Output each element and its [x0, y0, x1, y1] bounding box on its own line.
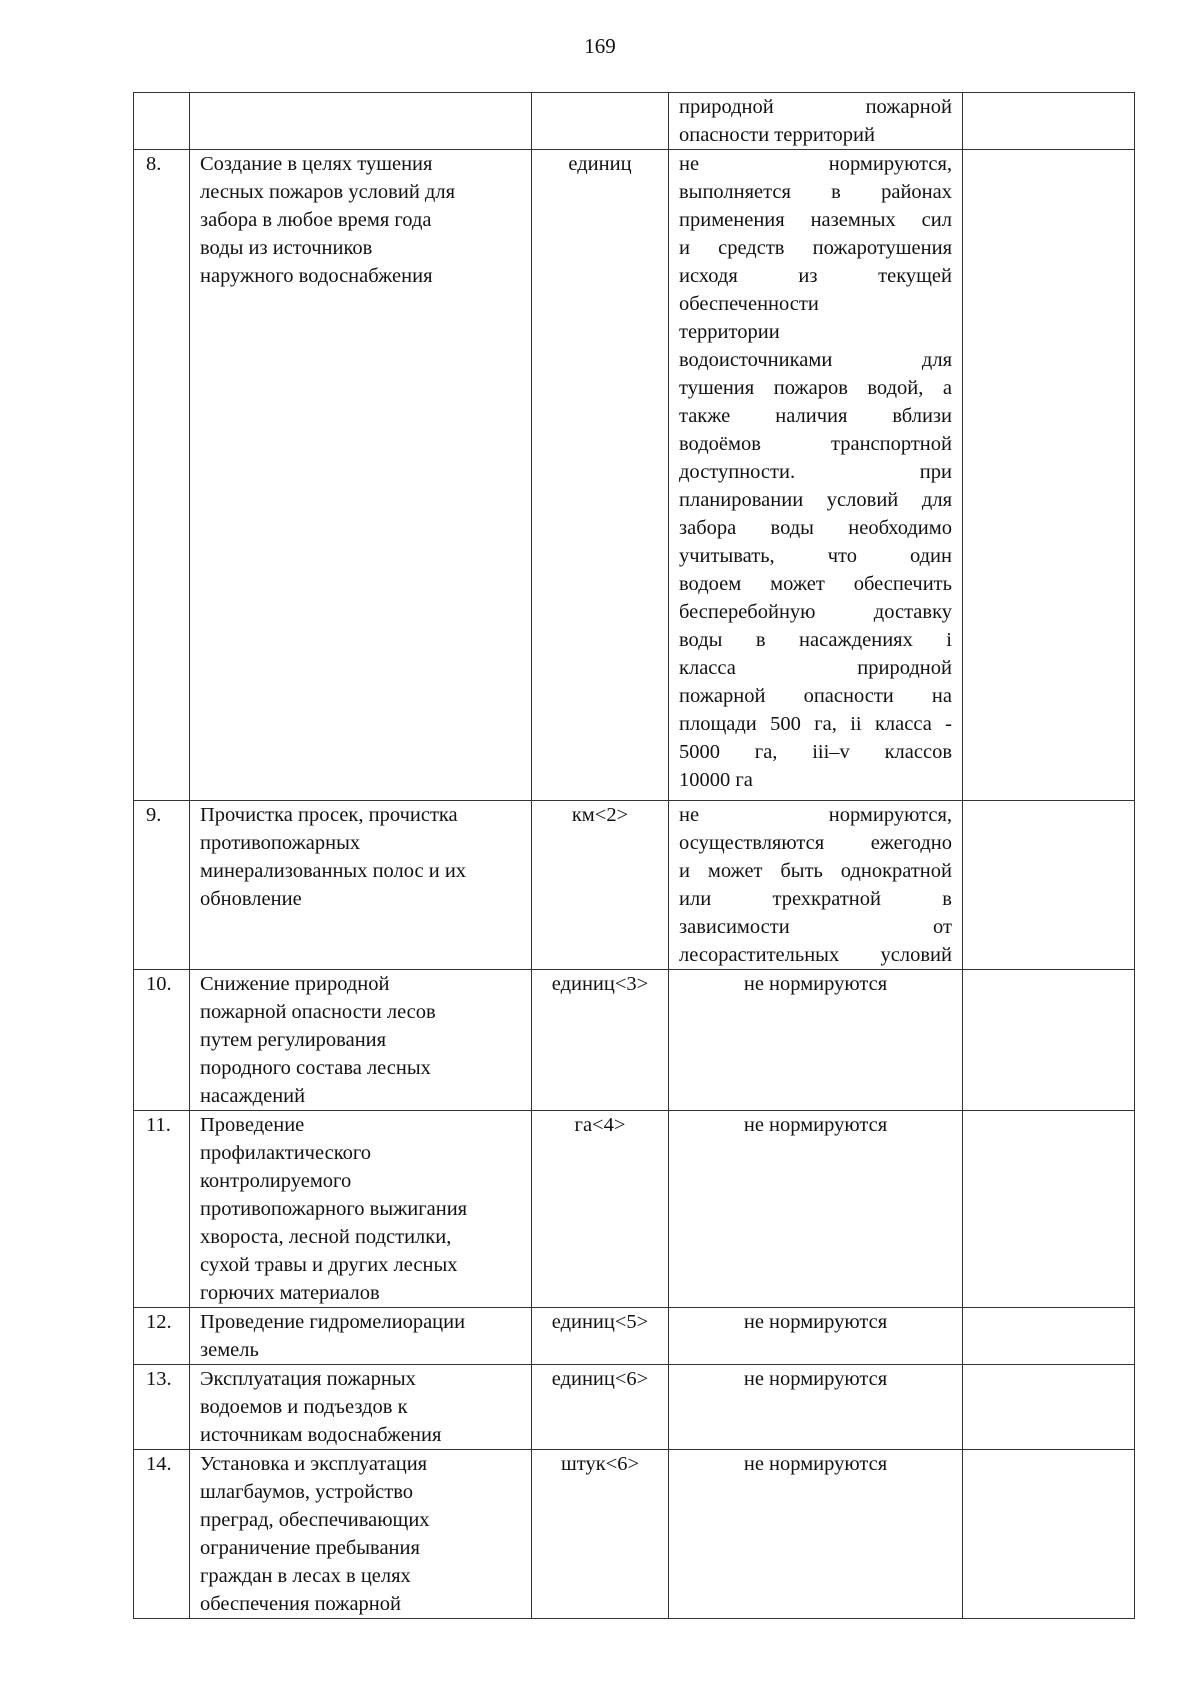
page-number: 169 — [584, 34, 616, 58]
measure-name-line: породного состава лесных — [200, 1057, 431, 1079]
measure-standard-line: класса природной — [679, 657, 952, 679]
measure-name-line: лесных пожаров условий для — [200, 181, 455, 203]
measure-name — [190, 1111, 532, 1308]
measure-standard-line: забора воды необходимо — [679, 517, 952, 539]
measure-standard: не нормируются — [669, 1450, 963, 1619]
measure-standard-line: или трехкратной в — [679, 888, 952, 910]
measure-name-line: профилактического — [200, 1142, 372, 1164]
measure-name-line: обновление — [200, 888, 302, 910]
measure-name — [190, 801, 532, 970]
measure-standard-line: не нормируются, — [679, 153, 952, 175]
measure-standard-line: обеспеченности — [679, 293, 819, 315]
measure-name-line: контролируемого — [200, 1170, 352, 1192]
measure-note — [963, 801, 1135, 970]
measure-standard-line: зависимости от — [679, 916, 952, 938]
measure-standard-line: водоем может обеспечить — [679, 573, 952, 595]
measure-name-line: воды из источников — [200, 237, 373, 259]
measure-name-line: минерализованных полос и их — [200, 860, 467, 882]
measure-name-line: путем регулирования — [200, 1029, 387, 1051]
measure-standard-line: воды в насаждениях i — [679, 629, 952, 651]
measure-standard-line: водоёмов транспортной — [679, 433, 952, 455]
measure-name-line: Создание в целях тушения — [200, 153, 433, 175]
table-row — [134, 1365, 1135, 1450]
measure-standard-line: площади 500 га, ii класса - — [679, 713, 952, 735]
measure-standard-line: 10000 га — [679, 769, 753, 791]
measure-note — [963, 150, 1135, 801]
measure-note — [963, 1308, 1135, 1365]
row-number: 9. — [134, 801, 190, 970]
measure-standard-line: исходя из текущей — [679, 265, 952, 287]
measure-name — [190, 1365, 532, 1450]
measure-name-line: граждан в лесах в целях — [200, 1565, 411, 1587]
measure-name-line: забора в любое время года — [200, 209, 432, 231]
measure-name-line: ограничение пребывания — [200, 1537, 420, 1559]
measure-standard-line: и средств пожаротушения — [679, 237, 952, 259]
table-row — [134, 93, 1135, 150]
measure-standard-line: выполняется в районах — [679, 181, 952, 203]
measure-standard-line: доступности. при — [679, 461, 952, 483]
measure-standard-line: и может быть однократной — [679, 860, 952, 882]
measure-name-line: горючих материалов — [200, 1282, 380, 1304]
measure-standard — [669, 93, 963, 150]
measure-name — [190, 1308, 532, 1365]
table-row — [134, 1308, 1135, 1365]
measure-unit: штук<6> — [532, 1450, 669, 1619]
measure-name — [190, 1450, 532, 1619]
row-number: 8. — [134, 150, 190, 801]
measure-standard-line: тушения пожаров водой, а — [679, 377, 952, 399]
measure-unit: единиц<5> — [532, 1308, 669, 1365]
measure-note — [963, 970, 1135, 1111]
row-number: 11. — [134, 1111, 190, 1308]
measure-unit: единиц — [532, 150, 669, 801]
table-row — [134, 801, 1135, 970]
measure-standard — [669, 150, 963, 801]
row-number: 12. — [134, 1308, 190, 1365]
measure-name-line: обеспечения пожарной — [200, 1593, 401, 1615]
measure-name-line: шлагбаумов, устройство — [200, 1481, 414, 1503]
measure-name — [190, 150, 532, 801]
measure-standard-line: водоисточниками для — [679, 349, 952, 371]
measure-unit — [532, 93, 669, 150]
measure-name-line: Проведение гидромелиорации — [200, 1311, 466, 1333]
measure-unit: единиц<6> — [532, 1365, 669, 1450]
measure-standard-line: учитывать, что один — [679, 545, 952, 567]
measure-name-line: источникам водоснабжения — [200, 1424, 442, 1446]
measure-unit: единиц<3> — [532, 970, 669, 1111]
table-row — [134, 150, 1135, 801]
measure-name-line: противопожарного выжигания — [200, 1198, 468, 1220]
measure-standard-line: лесорастительных условий — [679, 944, 952, 966]
measure-unit: км<2> — [532, 801, 669, 970]
fire-measures-table — [133, 92, 1135, 1619]
measure-standard-line: планировании условий для — [679, 489, 952, 511]
measure-note — [963, 1365, 1135, 1450]
row-number: 13. — [134, 1365, 190, 1450]
measure-standard: не нормируются — [669, 1111, 963, 1308]
row-number: 10. — [134, 970, 190, 1111]
measure-name — [190, 93, 532, 150]
table-row — [134, 1450, 1135, 1619]
measure-standard-line: 5000 га, iii–v классов — [679, 741, 952, 763]
measure-standard-line: территории — [679, 321, 780, 343]
measure-name-line: наружного водоснабжения — [200, 265, 433, 287]
measure-standard-line: бесперебойную доставку — [679, 601, 952, 623]
measure-name-line: Эксплуатация пожарных — [200, 1368, 416, 1390]
measure-name-line: хвороста, лесной подстилки, — [200, 1226, 452, 1248]
measure-standard — [669, 801, 963, 970]
measure-name-line: земель — [200, 1339, 259, 1361]
measure-standard: не нормируются — [669, 970, 963, 1111]
measure-note — [963, 1450, 1135, 1619]
measure-name-line: водоемов и подъездов к — [200, 1396, 408, 1418]
table-row — [134, 970, 1135, 1111]
measure-name-line: Снижение природной — [200, 973, 390, 995]
measure-name — [190, 970, 532, 1111]
measure-standard-line: также наличия вблизи — [679, 405, 952, 427]
measure-standard-line: опасности территорий — [679, 124, 875, 146]
row-number — [134, 93, 190, 150]
measure-name-line: Проведение — [200, 1114, 305, 1136]
measure-name-line: сухой травы и других лесных — [200, 1254, 458, 1276]
measure-name-line: Прочистка просек, прочистка — [200, 804, 458, 826]
measure-standard: не нормируются — [669, 1365, 963, 1450]
measure-note — [963, 93, 1135, 150]
measure-name-line: противопожарных — [200, 832, 361, 854]
measure-name-line: преград, обеспечивающих — [200, 1509, 430, 1531]
measure-unit: га<4> — [532, 1111, 669, 1308]
measure-name-line: пожарной опасности лесов — [200, 1001, 436, 1023]
measure-standard-line: пожарной опасности на — [679, 685, 952, 707]
measure-standard: не нормируются — [669, 1308, 963, 1365]
measure-note — [963, 1111, 1135, 1308]
measure-name-line: насаждений — [200, 1085, 306, 1107]
table-row — [134, 1111, 1135, 1308]
measure-standard-line: не нормируются, — [679, 804, 952, 826]
row-number: 14. — [134, 1450, 190, 1619]
measure-standard-line: применения наземных сил — [679, 209, 952, 231]
measure-name-line: Установка и эксплуатация — [200, 1453, 428, 1475]
measure-standard-line: осуществляются ежегодно — [679, 832, 952, 854]
measure-standard-line: природной пожарной — [679, 96, 952, 118]
